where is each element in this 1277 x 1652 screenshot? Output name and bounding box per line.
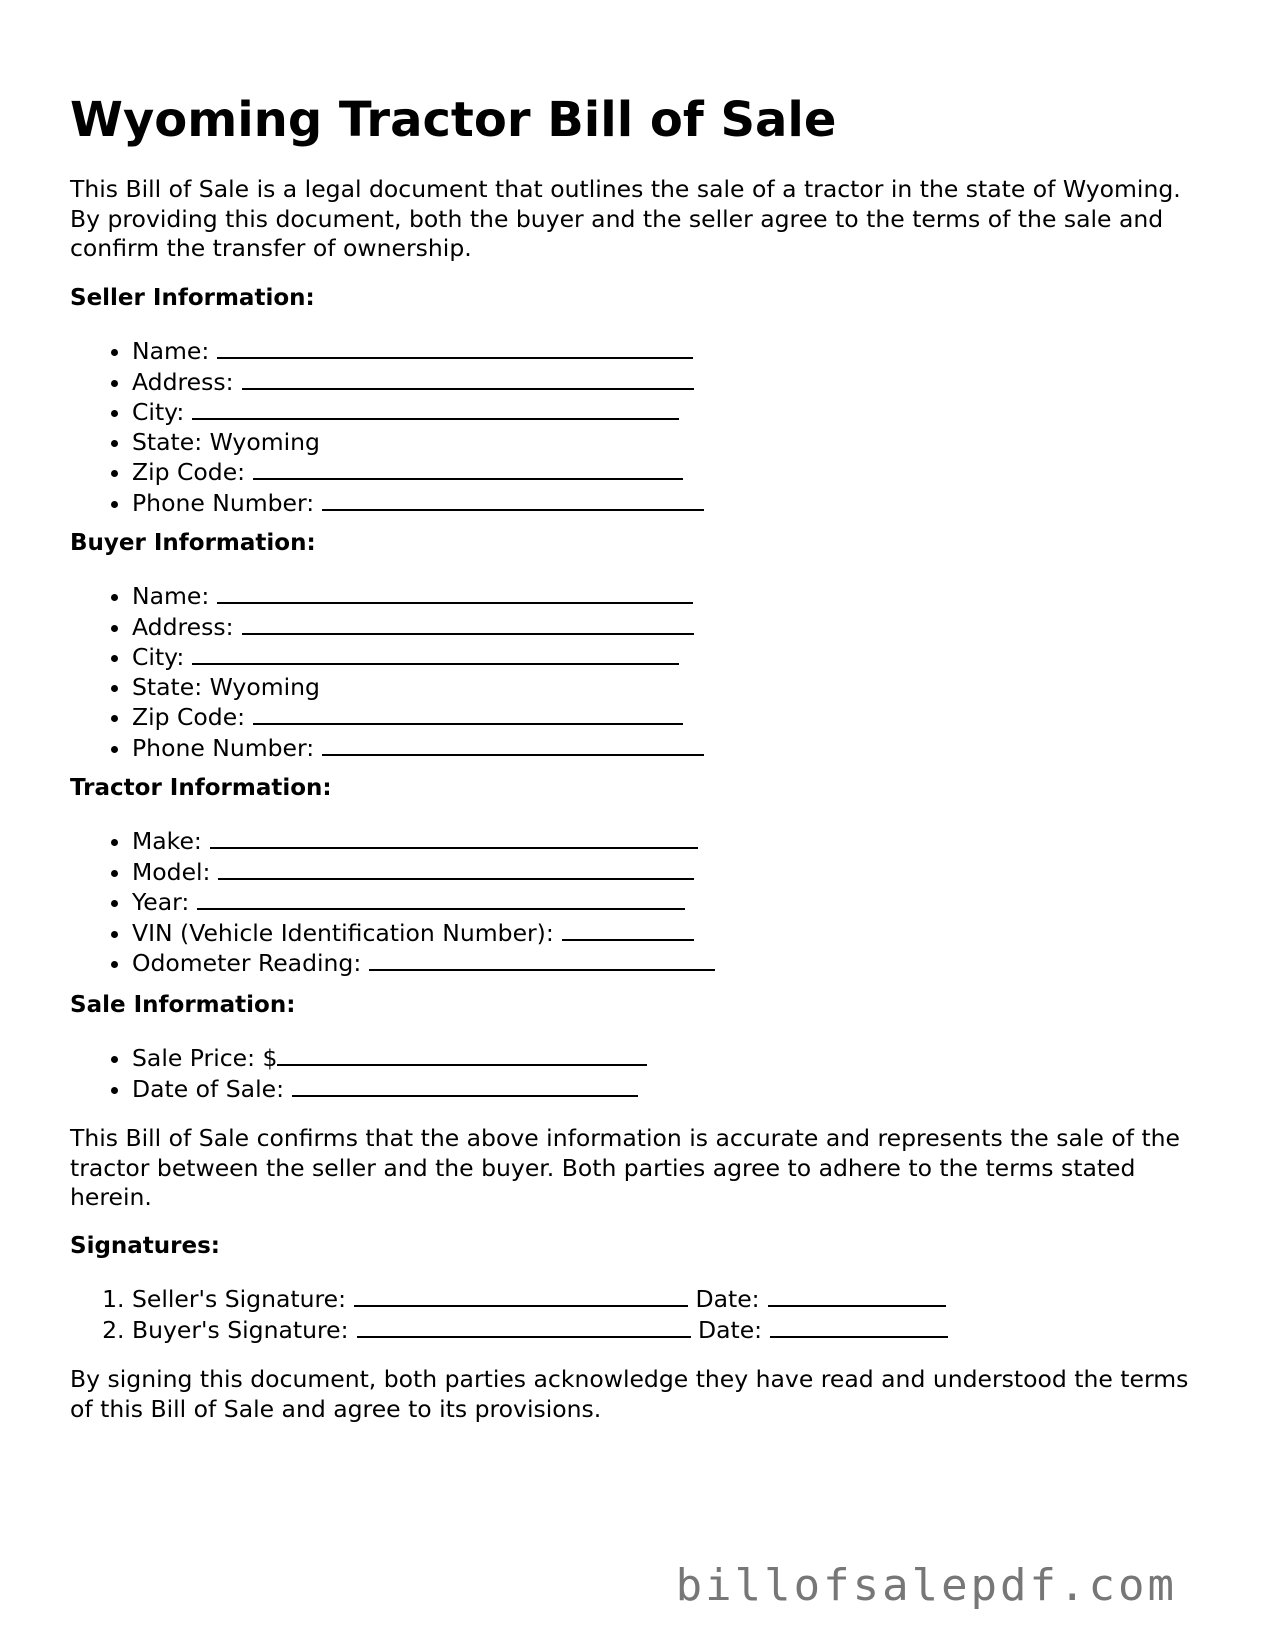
seller-date-label: Date: [695,1285,760,1313]
list-item [132,428,704,458]
seller-phone-blank[interactable] [322,488,704,511]
tractor-fields [70,826,715,979]
tractor-model-blank[interactable] [218,857,694,880]
sale-price-label: Sale Price: $ [132,1044,278,1072]
list-item [132,488,704,519]
buyer-address-blank[interactable] [242,612,694,635]
list-item [132,612,704,643]
sale-price-blank[interactable] [277,1043,647,1066]
buyer-zip-blank[interactable] [253,702,683,725]
list-item [132,1315,948,1346]
list-item [132,642,704,673]
seller-zip-label: Zip Code: [132,458,246,486]
list-item [132,1284,948,1315]
seller-phone-label: Phone Number: [132,488,315,517]
list-item [132,367,704,398]
list-item [132,581,704,612]
tractor-make-blank[interactable] [210,826,698,849]
tractor-odometer-label: Odometer Reading: [132,949,362,977]
watermark: billofsalepdf.com [675,1560,1177,1611]
confirmation-paragraph: This Bill of Sale confirms that the above information is accurate and represents the sale of the tractor between the seller and the buyer. Both parties agree to adhere to the terms stated herein. [70,1124,1181,1211]
buyer-name-blank[interactable] [217,581,693,604]
list-item [132,673,704,703]
signatures-heading: Signatures: [70,1233,221,1259]
list-item [132,826,715,857]
seller-signature-blank[interactable] [354,1284,688,1307]
tractor-vin-label: VIN (Vehicle Identification Number): [132,918,554,947]
buyer-zip-label: Zip Code: [132,703,246,731]
list-item [132,918,715,949]
buyer-signature-label: Buyer's Signature: [132,1315,349,1344]
signature-lines [70,1284,948,1345]
buyer-city-label: City: [132,643,185,671]
list-item [132,702,704,733]
seller-city-blank[interactable] [192,397,679,420]
tractor-heading: Tractor Information: [70,775,332,801]
list-item [132,887,715,918]
seller-address-blank[interactable] [242,367,694,390]
tractor-model-label: Model: [132,857,211,886]
buyer-phone-blank[interactable] [322,733,704,756]
seller-name-blank[interactable] [217,336,693,359]
closing-paragraph: By signing this document, both parties acknowledge they have read and understood the terms of this Bill of Sale and agree to its provisions. [70,1365,1189,1423]
list-item [132,1043,647,1074]
list-item [132,1074,647,1105]
document-title: Wyoming Tractor Bill of Sale [70,92,837,148]
list-item [132,733,704,764]
seller-heading: Seller Information: [70,285,315,311]
seller-date-blank[interactable] [768,1284,946,1307]
sale-date-blank[interactable] [292,1074,638,1097]
tractor-make-label: Make: [132,827,202,855]
buyer-name-label: Name: [132,582,210,610]
list-item [132,397,704,428]
seller-state-label: State: Wyoming [132,427,320,456]
tractor-year-label: Year: [132,888,190,916]
tractor-year-blank[interactable] [197,887,685,910]
seller-address-label: Address: [132,367,234,396]
buyer-fields [70,581,704,763]
buyer-phone-label: Phone Number: [132,733,315,762]
seller-name-label: Name: [132,337,210,365]
buyer-date-blank[interactable] [770,1315,948,1338]
list-item [132,948,715,979]
sale-date-label: Date of Sale: [132,1074,284,1103]
buyer-date-label: Date: [698,1315,763,1344]
buyer-signature-blank[interactable] [357,1315,691,1338]
sale-fields [70,1043,647,1104]
buyer-heading: Buyer Information: [70,530,316,556]
buyer-state-label: State: Wyoming [132,672,320,701]
list-item [132,857,715,888]
seller-signature-label: Seller's Signature: [132,1285,347,1313]
seller-city-label: City: [132,398,185,426]
buyer-city-blank[interactable] [192,642,679,665]
seller-zip-blank[interactable] [253,457,683,480]
buyer-address-label: Address: [132,612,234,641]
list-item [132,336,704,367]
seller-fields [70,336,704,518]
tractor-odometer-blank[interactable] [369,948,715,971]
intro-paragraph: This Bill of Sale is a legal document that outlines the sale of a tractor in the state of Wyoming. By providing this document, both the buyer and the seller agree to the terms of the sale and confirm the transfer of ownership. [70,175,1181,262]
sale-heading: Sale Information: [70,992,296,1018]
list-item [132,457,704,488]
tractor-vin-blank[interactable] [562,918,694,941]
